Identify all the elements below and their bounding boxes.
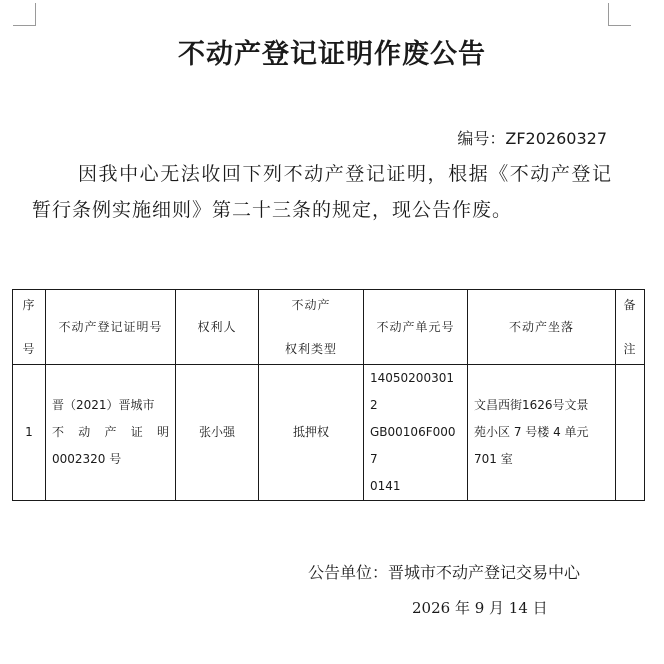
header-seq-line1: 序 (22, 298, 36, 312)
cell-remark (616, 365, 645, 501)
issuing-unit: 公告单位：晋城市不动产登记交易中心 (308, 563, 581, 582)
unit-no-line: GB00106F0007 (370, 425, 456, 466)
cert-no-line: 晋（2021）晋城市 (52, 398, 155, 412)
header-remark (616, 290, 645, 365)
document-number: 编号：ZF20260327 (457, 129, 607, 148)
location-line: 文昌西街1626号文景 (474, 398, 589, 412)
table-header-row (13, 290, 645, 365)
unit-no-line: 0141 (370, 479, 401, 493)
header-seq (13, 290, 46, 365)
cell-location (468, 365, 616, 501)
page-corner-mark-top-right (608, 3, 631, 26)
notice-body: 因我中心无法收回下列不动产登记证明，根据《不动产登记暂行条例实施细则》第二十三条的规定，现公告作废。 (32, 163, 612, 221)
header-holder: 权利人 (176, 290, 259, 365)
header-remark-line2: 注 (623, 342, 637, 356)
notice-title: 不动产登记证明作废公告 (178, 39, 486, 70)
header-right-type (259, 290, 364, 365)
cert-no-line: 0002320 号 (52, 452, 122, 466)
cell-seq: 1 (13, 365, 46, 501)
cell-cert-no (46, 365, 176, 501)
issue-date: 2026 年 9 月 14 日 (412, 599, 548, 617)
header-location: 不动产坐落 (468, 290, 616, 365)
cell-right-type: 抵押权 (259, 365, 364, 501)
header-right-type-line1: 不动产 (291, 298, 331, 312)
table-row (13, 365, 645, 501)
cert-no-line: 不动产证明 (52, 425, 169, 439)
cell-holder: 张小强 (176, 365, 259, 501)
page-corner-mark-top-left (13, 3, 36, 26)
unit-no-line: 140502003012 (370, 371, 454, 412)
cell-unit-no (364, 365, 468, 501)
header-cert-no: 不动产登记证明号 (46, 290, 176, 365)
header-seq-line2: 号 (22, 342, 36, 356)
location-line: 701 室 (474, 452, 513, 466)
certificate-table (12, 289, 645, 501)
location-line: 苑小区 7 号楼 4 单元 (474, 425, 589, 439)
header-unit-no: 不动产单元号 (364, 290, 468, 365)
header-right-type-line2: 权利类型 (284, 342, 337, 356)
header-remark-line1: 备 (623, 298, 637, 312)
